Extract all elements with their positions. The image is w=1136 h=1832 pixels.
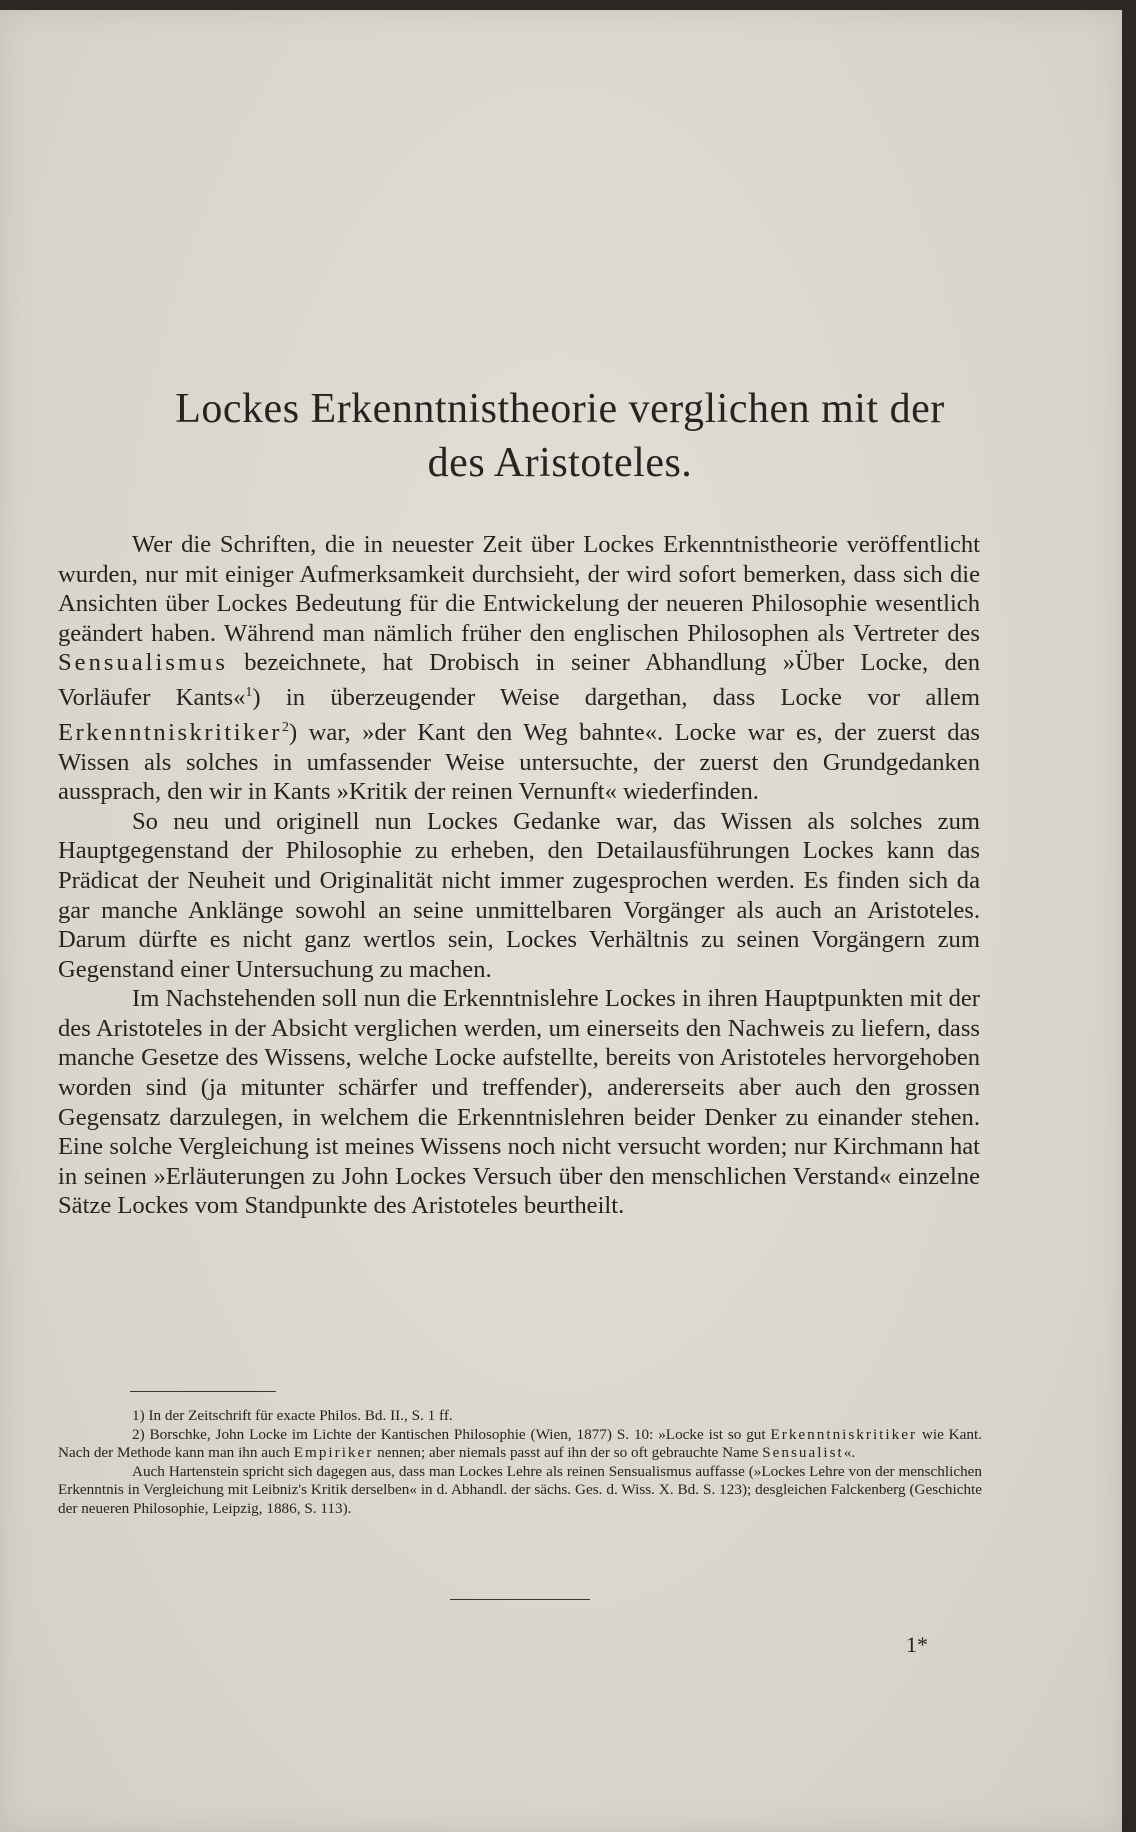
- paragraph-1: [58, 530, 980, 807]
- footnote-separator: [130, 1391, 276, 1392]
- paragraph-2: So neu und originell nun Lockes Gedanke war, das Wissen als solches zum Hauptgegenstand der Philosophie zu erheben, den Detailausführungen Lockes kann das Prädicat der Neuheit und Originalität nicht immer zugesprochen werden. Es finden sich da gar manche Anklänge sowohl an seine unmittelbaren Vorgänger als auch an Aristoteles. Darum dürfte es nicht ganz wertlos sein, Lockes Verhältnis zu seinen Vorgängern zum Gegenstand einer Untersuchung zu machen.: [58, 807, 980, 983]
- title-line-2: des Aristoteles.: [427, 440, 693, 486]
- spaced-term-sensualismus: Sensualismus: [58, 649, 228, 677]
- footnote-spaced-empiriker: Empiriker: [293, 1444, 374, 1462]
- footnote-2-part-b: wie Kant. Nach der Methode kann man ihn auch: [58, 1425, 983, 1462]
- footnote-1: 1) In der Zeitschrift für exacte Philos. Bd. II., S. 1 ff.: [132, 1407, 453, 1424]
- footnote-spaced-erkenntniskritiker: Erkenntniskritiker: [770, 1425, 918, 1443]
- main-text: [58, 530, 980, 1221]
- footnote-ref-1: 1: [245, 684, 253, 700]
- footnote-ref-2: 2: [281, 719, 289, 735]
- document-page: [0, 10, 1122, 1832]
- title-line-1: Lockes Erkenntnistheorie verglichen mit der: [175, 386, 945, 432]
- footnote-2-continuation: Auch Hartenstein spricht sich dagegen aus, dass man Lockes Lehre als reinen Sensualismus auffasse (»Lockes Lehre von der menschlichen Erkenntnis in Vergleichung mit Leibniz's Kritik derselben« in d. Abhandl. der sächs. Ges. d. Wiss. X. Bd. S. 123); desgleichen Falckenberg (Geschichte der neueren Philosophie, Leipzig, 1886, S. 113).: [58, 1462, 982, 1517]
- paragraph-1-part-c: ) in überzeugender Weise dargethan, dass Locke vor allem: [252, 684, 980, 712]
- paragraph-1-part-d: ) war, »der Kant den Weg bahnte«. Locke war es, der zuerst das Wissen als solches in umfassender Weise untersuchte, der zuerst den Grundgedanken aussprach, den wir in Kants »Kritik der reinen Vernunft« wiederfinden.: [58, 718, 980, 806]
- footnote-2-part-a: 2) Borschke, John Locke im Lichte der Kantischen Philosophie (Wien, 1877) S. 10: »Locke ist so gut: [132, 1425, 771, 1443]
- footnote-2-part-c: nennen; aber niemals passt auf ihn der so oft gebrauchte Name: [373, 1444, 763, 1462]
- end-rule: [450, 1599, 590, 1600]
- page-number: 1*: [906, 1632, 928, 1657]
- spaced-term-erkenntniskritiker: Erkenntniskritiker: [58, 718, 282, 746]
- paragraph-1-part-a: Wer die Schriften, die in neuester Zeit über Lockes Erkenntnistheorie veröffentlicht wurden, nur mit einiger Aufmerksamkeit durchsieht, der wird sofort bemerken, dass sich die Ansichten über Lockes Bedeutung für die Entwickelung der neueren Philosophie wesentlich geändert haben. Während man nämlich früher den englischen Philosophen als Vertreter des: [58, 531, 980, 647]
- footnote-2: [58, 1426, 982, 1463]
- paragraph-1-part-b: bezeichnete, hat Drobisch in seiner Abhandlung »Über Locke, den Vorläufer Kants«: [58, 649, 980, 712]
- footnotes: [58, 1407, 982, 1519]
- footnote-spaced-sensualist: Sensualist: [762, 1444, 844, 1462]
- paragraph-3: Im Nachstehenden soll nun die Erkenntnislehre Lockes in ihren Hauptpunkten mit der des Aristoteles in der Absicht verglichen werden, um einerseits den Nachweis zu liefern, dass manche Gesetze des Wissens, welche Locke aufstellte, bereits von Aristoteles hervorgehoben worden sind (ja mitunter schärfer und treffender), andererseits aber auch den grossen Gegensatz darzulegen, in welchem die Erkenntnislehren beider Denker zu einander stehen. Eine solche Vergleichung ist meines Wissens noch nicht versucht worden; nur Kirchmann hat in seinen »Erläuterungen zu John Lockes Versuch über den menschlichen Verstand« einzelne Sätze Lockes vom Standpunkte des Aristoteles beurtheilt.: [58, 985, 980, 1220]
- chapter-title: [60, 382, 1060, 490]
- footnote-2-part-d: «.: [843, 1444, 856, 1462]
